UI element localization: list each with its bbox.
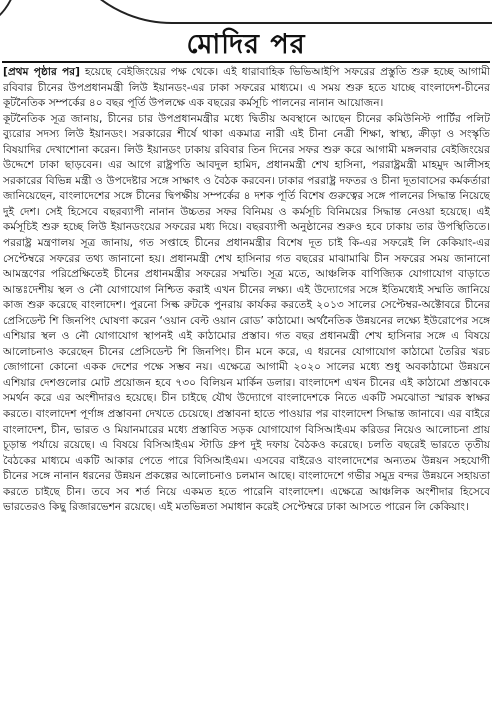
headline-divider [2,61,490,63]
previous-article-border [0,0,492,30]
article-paragraph-1 [3,65,490,112]
headline: মোদির পর [186,29,306,60]
article-body [3,65,490,720]
paragraph-1-text: হয়েছে বেইজিংয়ের পক্ষ থেকে। এই ধারাবাহিক ভিভিআইপি সফরের প্রস্তুতি শুরু হচ্ছে আগামী রবিবার চীনের উপপ্রধানমন্ত্রী লিউ ইয়ানডং-এর ঢাকা সফরের মাধ্যমে। এ সময় শুরু হতে যাচ্ছে বাংলাদেশ-চীনের কূটনৈতিক সম্পর্কের ৪০ বছর পূর্তি উপলক্ষে এক বছরের কর্মসূচি পালনের নানান আয়োজন। [3,66,490,110]
border-arc-left [0,0,24,24]
article-paragraph-2: কূটনৈতিক সূত্র জানায়, চীনের চার উপপ্রধানমন্ত্রীর মধ্যে দ্বিতীয় অবস্থানে আছেন চীনের কমিউনিস্ট পার্টির পলিট ব্যুরোর সদস্য লিউ ইয়ানডং। সরকারের শীর্ষে থাকা একমাত্র নারী এই চীনা নেত্রী শিক্ষা, স্বাস্থ্য, ক্রীড়া ও সংস্কৃতি বিষয়াদির দেখাশোনা করেন। লিউ ইয়ানডং ঢাকায় রবিবার তিন দিনের সফর শুরু করে আগামী মঙ্গলবার বেইজিংয়ের উদ্দেশে ঢাকা ছাড়বেন। এর আগে রাষ্ট্রপতি আবদুল হামিদ, প্রধানমন্ত্রী শেখ হাসিনা, পররাষ্ট্রমন্ত্রী মাহমুদ আলীসহ সরকারের বিভিন্ন মন্ত্রী ও উপদেষ্টার সঙ্গে সাক্ষাৎ ও বৈঠক করবেন। ঢাকার পররাষ্ট্র দফতর ও চীনা দূতাবাসের কর্মকর্তারা জানিয়েছেন, বাংলাদেশের সঙ্গে চীনের দ্বিপক্ষীয় সম্পর্কের ৪ দশক পূর্তি বিশেষ গুরুত্বের সঙ্গে পালনের সিদ্ধান্ত নিয়েছে দুই দেশ। সেই হিসেবে বছরব্যাপী নানান উচ্চতর সফর বিনিময় ও কর্মসূচি বিনিময়ের সিদ্ধান্ত নেওয়া হয়েছে। এই কর্মসূচিই শুরু হচ্ছে লিউ ইয়ানডংয়ের সফরের মধ্য দিয়ে। বছরব্যাপী অনুষ্ঠানের শুরুও হবে ঢাকায় তার উপস্থিতিতে। পররাষ্ট্র মন্ত্রণালয় সূত্র জানায়, গত সপ্তাহে চীনের প্রধানমন্ত্রীর বিশেষ দূত চাই কি-এর সফরেই লি কেকিয়াং-এর সেপ্টেম্বরে সফরের তথ্য জানানো হয়। প্রধানমন্ত্রী শেখ হাসিনার গত বছরের মাঝামাঝি চীন সফরের সময় জানানো আমন্ত্রণের পরিপ্রেক্ষিতেই চীনের প্রধানমন্ত্রীর সফরের সম্মতি। সূত্র মতে, আঞ্চলিক বাণিজ্যিক যোগাযোগ বাড়াতে আন্তঃদেশীয় স্থল ও নৌ যোগাযোগ নিশ্চিত করাই এখন চীনের লক্ষ্য। এই উদ্যোগের সঙ্গে ইতিমধ্যেই সম্মতি জানিয়ে কাজ শুরু করেছে বাংলাদেশ। পুরনো সিল্ক রুটকে পুনরায় কার্যকর করতেই ২০১৩ সালের সেপ্টেম্বর-অক্টোবরে চীনের প্রেসিডেন্ট শি জিনপিং ঘোষণা করেন ‘ওয়ান বেল্ট ওয়ান রোড’ কাঠামো। অর্থনৈতিক উন্নয়নের লক্ষ্যে ইউরোপের সঙ্গে এশিয়ার স্থল ও নৌ যোগাযোগ স্থাপনই এই কাঠামোর প্রস্তাব। গত বছর প্রধানমন্ত্রী শেখ হাসিনার সঙ্গে এ বিষয়ে আলোচনাও করেছেন চীনের প্রেসিডেন্ট শি জিনপিং। চীন মনে করে, এ ধরনের যোগাযোগ কাঠামো তৈরির খরচ জোগানো কোনো একক দেশের পক্ষে সম্ভব নয়। এক্ষেত্রে আগামী ২০২০ সালের মধ্যে শুধু অবকাঠামো উন্নয়নে এশিয়ার দেশগুলোর মোট প্রয়োজন হবে ৭৩০ বিলিয়ন মার্কিন ডলার। বাংলাদেশ এখন চীনের এই কাঠামো প্রস্তাবকে সমর্থন করে এর অংশীদারও হয়েছে। চীন চাইছে যৌথ উদ্যোগে বাংলাদেশকে নিতে একটি সমঝোতা স্মারক স্বাক্ষর করতে। বাংলাদেশ পূর্ণাঙ্গ প্রস্তাবনা দেখতে চেয়েছে। প্রস্তাবনা হাতে পাওয়ার পর বাংলাদেশ সিদ্ধান্ত জানাবে। এর বাইরে বাংলাদেশ, চীন, ভারত ও মিয়ানমারের মধ্যে প্রস্তাবিত সড়ক যোগাযোগ বিসিআইএম করিডর নিয়েও আলোচনা প্রায় চূড়ান্ত পর্যায়ে রয়েছে। এ বিষয়ে বিসিআইএম স্টাডি গ্রুপ দুই দফায় বৈঠকও করেছে। চলতি বছরেই ভারতে তৃতীয় বৈঠকের মাধ্যমে একটি আকার পেতে পারে বিসিআইএম। এসবের বাইরেও বাংলাদেশের অন্যতম উন্নয়ন সহযোগী চীনের সঙ্গে নানান ধরনের উন্নয়ন প্রকল্পের আলোচনাও চলমান আছে। বাংলাদেশে গভীর সমুদ্র বন্দর উন্নয়নে সহায়তা করতে চাইছে চীন। তবে সব শর্ত নিয়ে একমত হতে পারেনি বাংলাদেশ। এক্ষেত্রে আঞ্চলিক অংশীদার হিসেবে ভারতেরও কিছু রিজারভেশন রয়েছে। এই মতভিন্নতা সমাধান করেই সেপ্টেম্বরে ঢাকা আসতে পারেন লি কেকিয়াং। [3,112,490,514]
border-arc-right [52,0,492,24]
continued-tag: [প্রথম পৃষ্ঠার পর] [3,66,80,78]
